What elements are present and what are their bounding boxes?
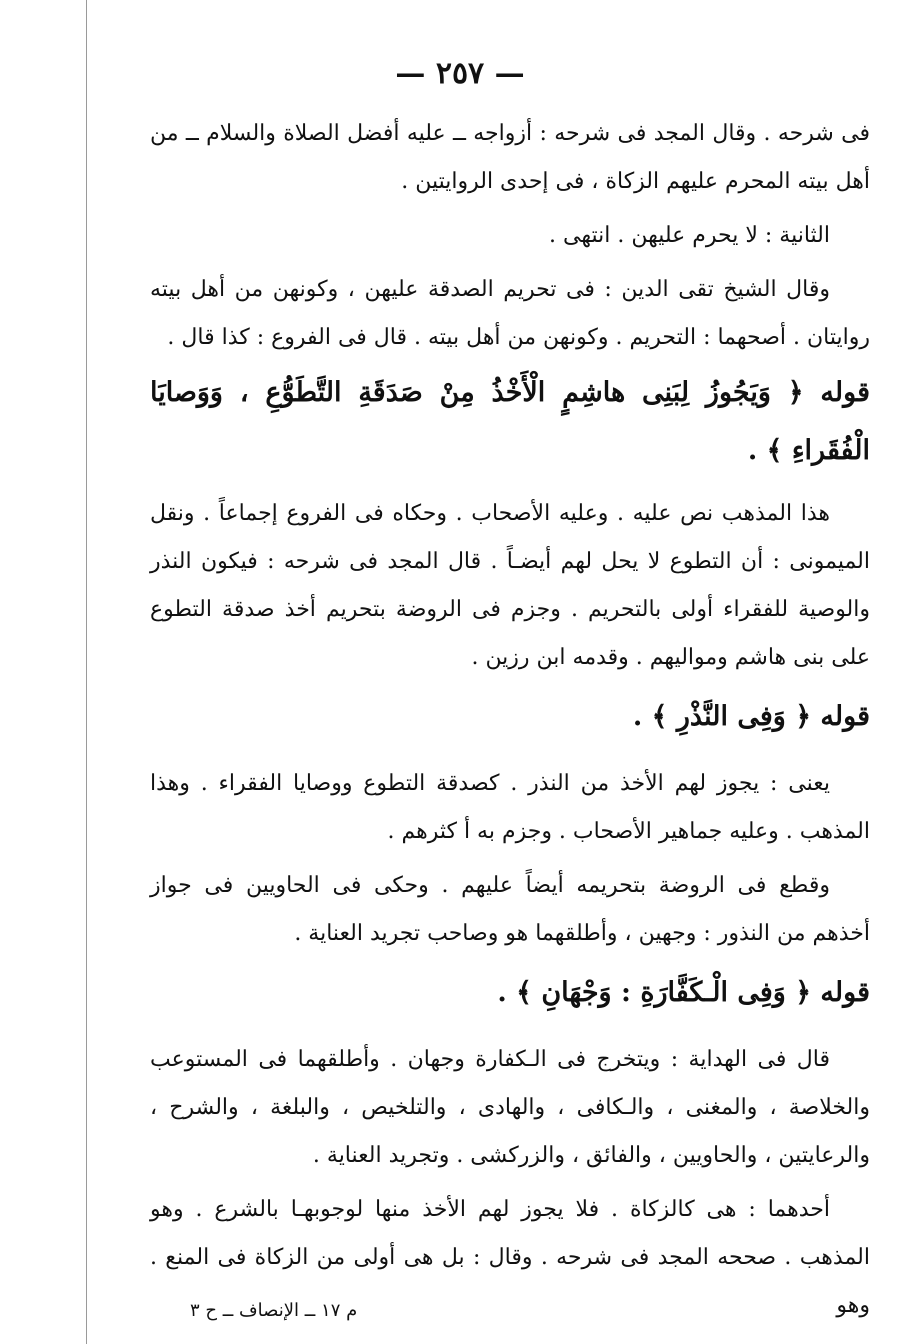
footer-signature: م ١٧ ــ الإنصاف ــ ح ٣ — [190, 1300, 358, 1321]
heading-sadaqat-al-tatawwu: قوله ﴿ وَيَجُوزُ لِبَنِى هاشِمٍ الْأَخْذُ مِنْ صَدَقَةِ التَّطَوُّعِ ، وَوَصايَا الْفُقَراءِ ﴾ . — [150, 377, 870, 466]
paragraph-3: وقال الشيخ تقى الدين : فى تحريم الصدقة عليهن ، وكونهن من أهل بيته روايتان . أصحهما : التحريم . وكونهن من أهل بيته . قال فى الفروع : كذا قال . — [150, 277, 870, 350]
page-number: — ٢٥٧ — — [395, 56, 525, 91]
paragraph-1: فى شرحه . وقال المجد فى شرحه : أزواجه ــ عليه أفضل الصلاة والسلام ــ من أهل بيته المحرم عليهم الزكاة ، فى إحدى الروايتين . — [150, 121, 870, 194]
heading-al-kaffara: قوله ﴿ وَفِى الْـكَفَّارَةِ : وَجْهَانِ ﴾ . — [497, 977, 870, 1008]
paragraph-4: هذا المذهب نص عليه . وعليه الأصحاب . وحكاه فى الفروع إجماعاً . ونقل الميمونى : أن التطوع لا يحل لهم أيضـاً . قال المجد فى شرحه : فيكون النذر والوصية للفقراء أولى بالتحريم . وجزم فى الروضة بتحريم أخذ صدقة التطوع على بنى هاشم ومواليهم . وقدمه ابن رزين . — [150, 501, 870, 670]
page-edge-line — [86, 0, 87, 1344]
paragraph-7: قال فى الهداية : ويتخرج فى الـكفارة وجهان . وأطلقهما فى المستوعب والخلاصة ، والمغنى ، والـكافى ، والهادى ، والتلخيص ، والبلغة ، والشرح ، والرعايتين ، والحاويين ، والفائق ، والزركشى . وتجريد العناية . — [150, 1047, 870, 1168]
paragraph-5: يعنى : يجوز لهم الأخذ من النذر . كصدقة التطوع ووصايا الفقراء . وهذا المذهب . وعليه جماهير الأصحاب . وجزم به أ كثرهم . — [150, 771, 870, 844]
paragraph-2: الثانية : لا يحرم عليهن . انتهى . — [549, 223, 830, 248]
page-text — [150, 110, 870, 1330]
heading-al-nadhr: قوله ﴿ وَفِى النَّذْرِ ﴾ . — [632, 701, 870, 732]
paragraph-8: أحدهما : هى كالزكاة . فلا يجوز لهم الأخذ منها لوجوبهـا بالشرع . وهو المذهب . صححه المجد فى شرحه . وقال : بل هى أولى من الزكاة فى المنع . وهو — [150, 1197, 870, 1318]
paragraph-6: وقطع فى الروضة بتحريمه أيضاً عليهم . وحكى فى الحاويين فى جواز أخذهم من النذور : وجهين ، وأطلقهما هو وصاحب تجريد العناية . — [150, 873, 870, 946]
